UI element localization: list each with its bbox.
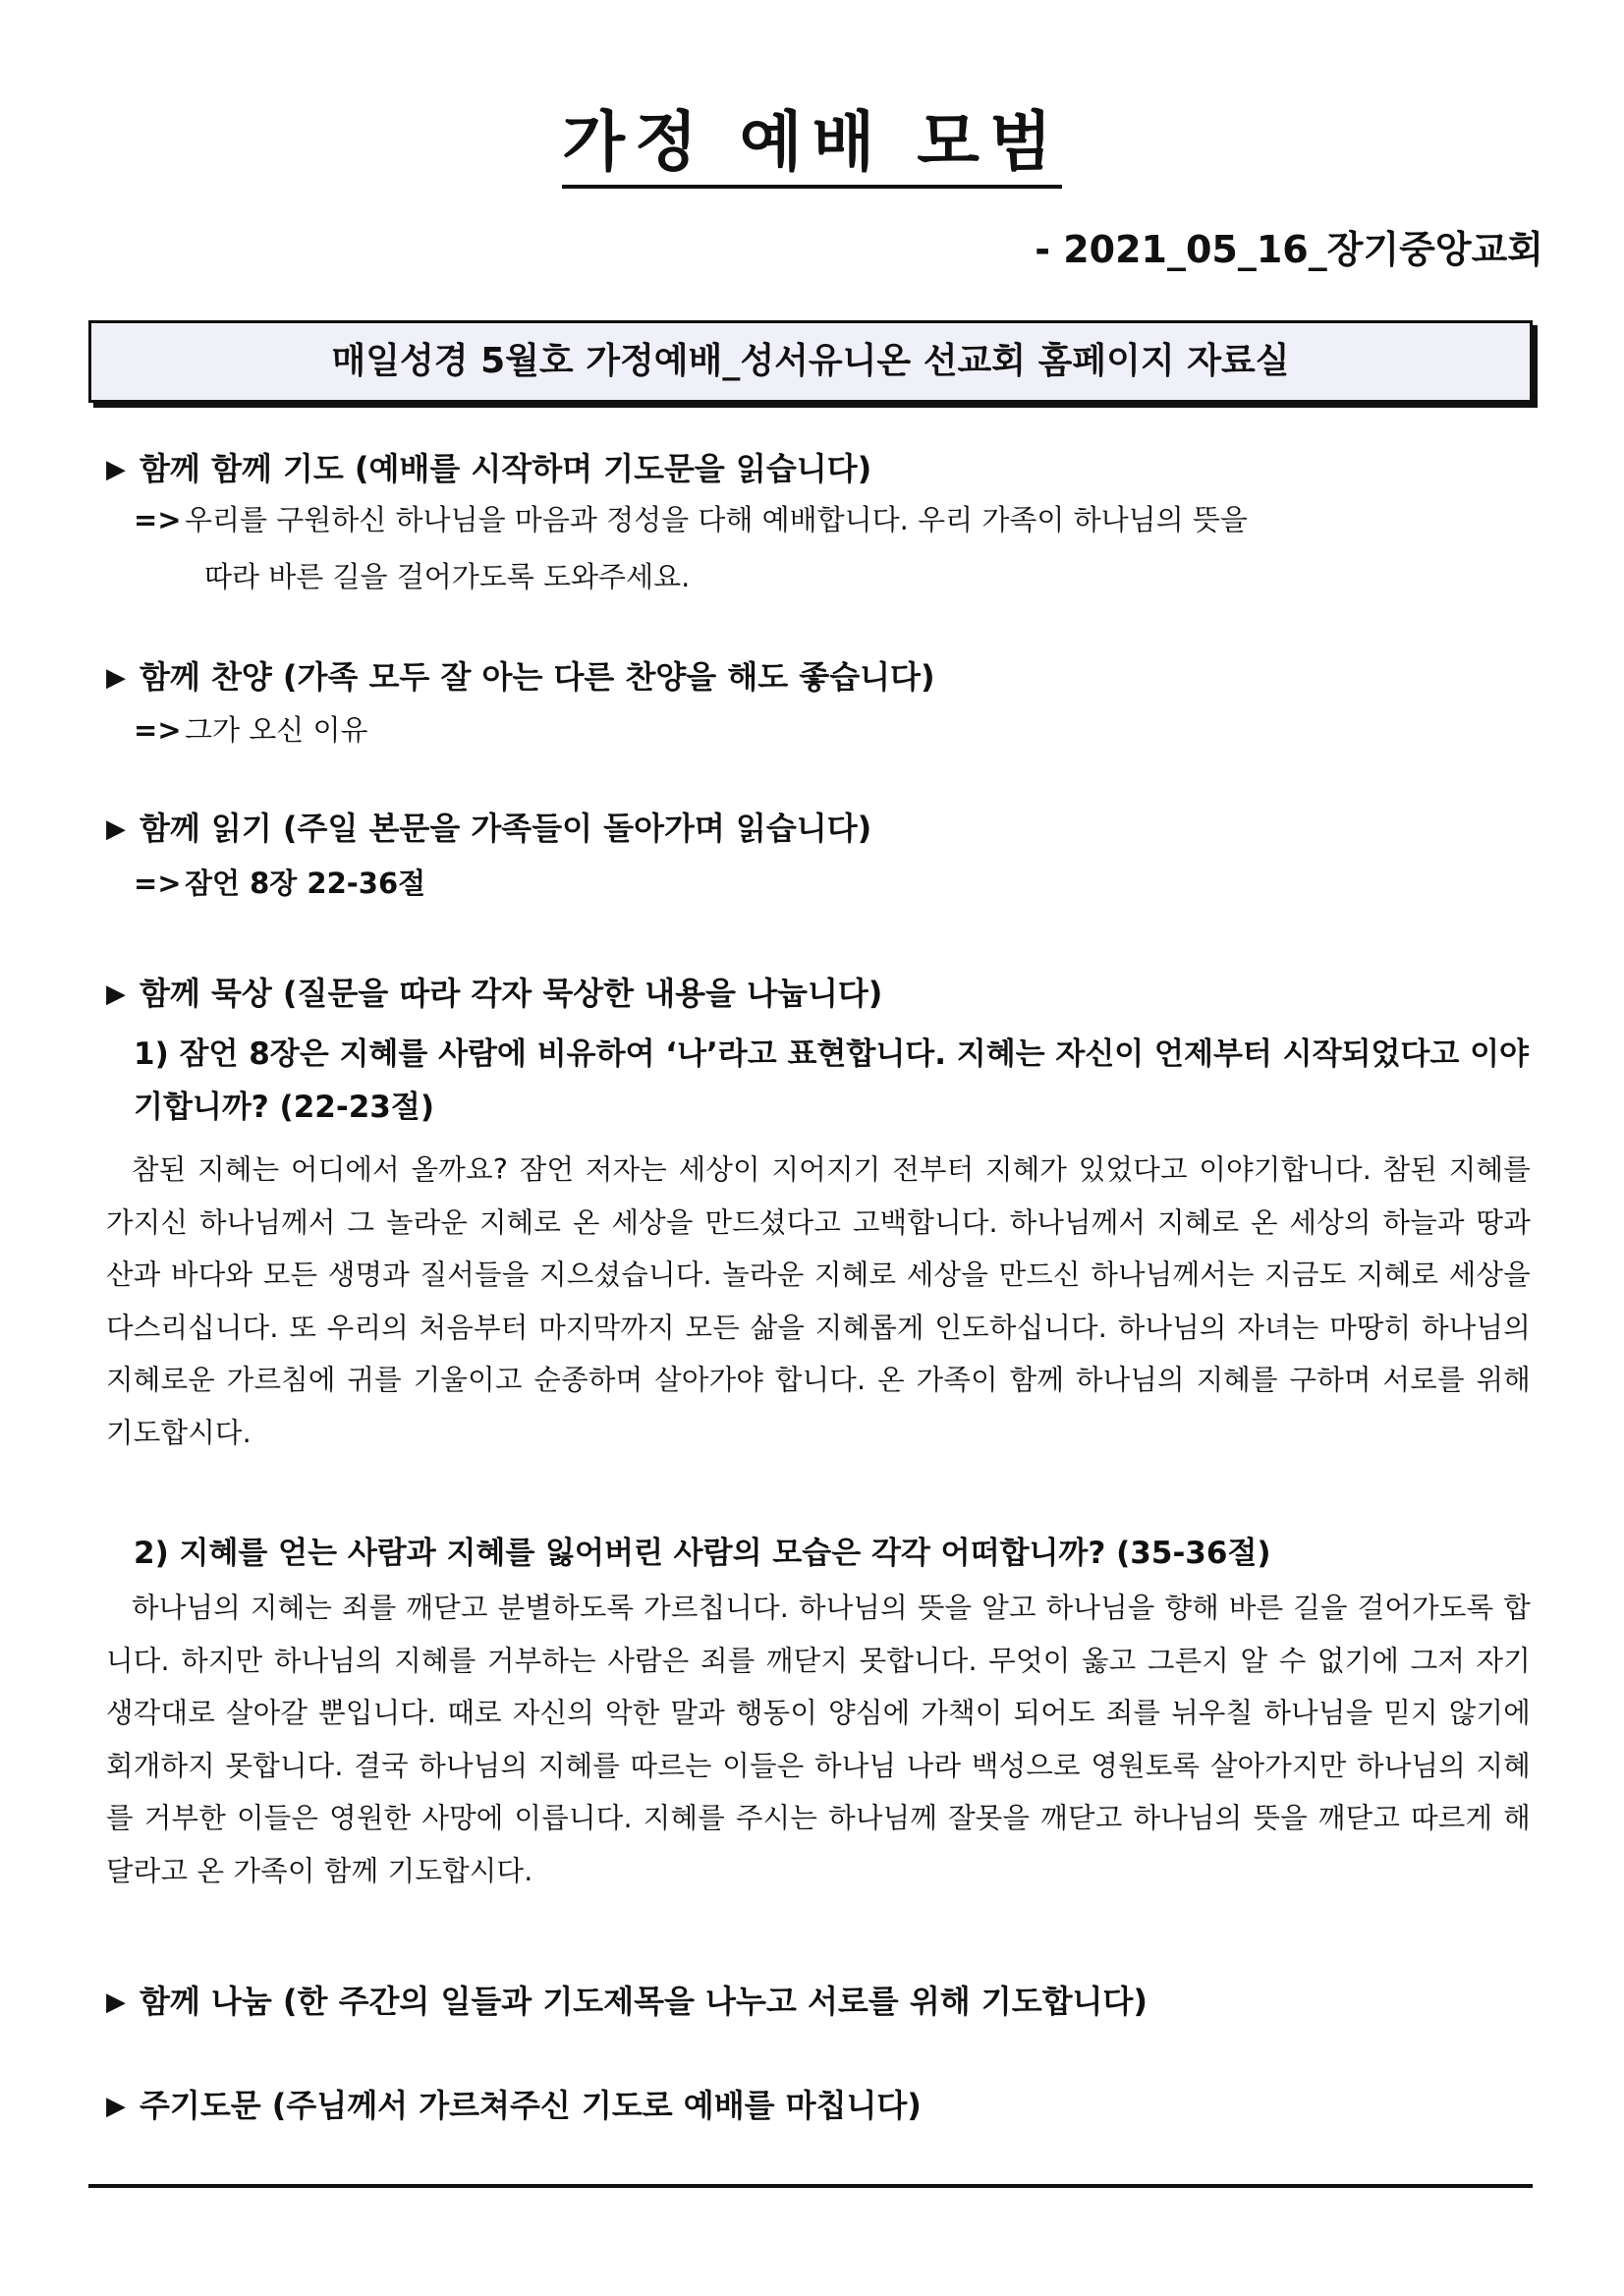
arrow-icon: => <box>134 503 182 536</box>
source-banner: 매일성경 5월호 가정예배_성서유니온 선교회 홈페이지 자료실 <box>88 320 1533 403</box>
meditation-question-2: 2) 지혜를 얻는 사람과 지혜를 잃어버린 사람의 모습은 각각 어떠합니까? (35-36절) <box>134 1536 1271 1571</box>
praise-line-1 <box>134 707 368 753</box>
reading-line-1 <box>134 861 425 906</box>
section-prayer-heading-text: 함께 함께 기도 (예배를 시작하며 기도문을 읽습니다) <box>140 450 872 487</box>
meditation-question-1: 1) 잠언 8장은 지혜를 사람에 비유하여 ‘나’라고 표현합니다. 지혜는 자신이 언제부터 시작되었다고 이야기합니까? (22-23절) <box>134 1036 1529 1125</box>
triangle-bullet-icon: ▶ <box>106 663 126 693</box>
section-praise-heading-text: 함께 찬양 (가족 모두 잘 아는 다른 찬양을 해도 좋습니다) <box>140 658 935 696</box>
prayer-line-2: 따라 바른 길을 걸어가도록 도와주세요. <box>204 560 691 593</box>
dateline: - 2021_05_16_장기중앙교회 <box>1035 228 1543 271</box>
arrow-icon: => <box>134 867 182 900</box>
section-sharing-heading-text: 함께 나눔 (한 주간의 일들과 기도제목을 나누고 서로를 위해 기도합니다) <box>140 1983 1148 2020</box>
meditation-answer-1: 참된 지혜는 어디에서 올까요? 잠언 저자는 세상이 지어지기 전부터 지혜가 있었다고 이야기합니다. 참된 지혜를 가지신 하나님께서 그 놀라운 지혜로 온 세상을 만드셨다고 고백합니다. 하나님께서 지혜로 온 세상의 하늘과 땅과 산과 바다와 모든 생명과 질서들을 지으셨습니다. 놀라운 지혜로 세상을 만드신 하나님께서는 지금도 지혜로 세상을 다스리십니다. 또 우리의 처음부터 마지막까지 모든 삶을 지혜롭게 인도하십니다. 하나님의 자녀는 마땅히 하나님의 지혜로운 가르침에 귀를 기울이고 순종하며 살아가야 합니다. 온 가족이 함께 하나님의 지혜를 구하며 서로를 위해 기도합시다. <box>106 1153 1531 1449</box>
section-prayer-heading <box>106 444 871 494</box>
prayer-text-1: 우리를 구원하신 하나님을 마음과 정성을 다해 예배합니다. 우리 가족이 하나님의 뜻을 <box>185 503 1248 536</box>
reading-text-1: 잠언 8장 22-36절 <box>185 867 426 900</box>
section-meditation-heading <box>106 969 882 1019</box>
meditation-answer-2: 하나님의 지혜는 죄를 깨닫고 분별하도록 가르칩니다. 하나님의 뜻을 알고 하나님을 향해 바른 길을 걸어가도록 합니다. 하지만 하나님의 지혜를 거부하는 사람은 죄를 깨닫지 못합니다. 무엇이 옳고 그른지 알 수 없기에 그저 자기 생각대로 살아갈 뿐입니다. 때로 자신의 악한 말과 행동이 양심에 가책이 되어도 죄를 뉘우칠 하나님을 믿지 않기에 회개하지 못합니다. 결국 하나님의 지혜를 따르는 이들은 하나님 나라 백성으로 영원토록 살아가지만 하나님의 지혜를 거부한 이들은 영원한 사망에 이릅니다. 지혜를 주시는 하나님께 잘못을 깨닫고 하나님의 뜻을 깨닫고 따르게 해달라고 온 가족이 함께 기도합시다. <box>106 1592 1531 1887</box>
triangle-bullet-icon: ▶ <box>106 980 126 1009</box>
section-lords-prayer-heading-text: 주기도문 (주님께서 가르쳐주신 기도로 예배를 마칩니다) <box>140 2087 922 2124</box>
section-sharing-heading <box>106 1977 1148 2027</box>
document-title-text: 가정 예배 모범 <box>562 100 1062 189</box>
bottom-divider <box>88 2184 1533 2188</box>
praise-text-1: 그가 오신 이유 <box>185 713 368 747</box>
triangle-bullet-icon: ▶ <box>106 2092 126 2121</box>
prayer-line-1 <box>134 497 1248 542</box>
arrow-icon: => <box>134 713 182 747</box>
section-reading-heading-text: 함께 읽기 (주일 본문을 가족들이 돌아가며 읽습니다) <box>140 810 872 847</box>
section-praise-heading <box>106 652 935 702</box>
triangle-bullet-icon: ▶ <box>106 455 126 484</box>
triangle-bullet-icon: ▶ <box>106 814 126 844</box>
section-reading-heading <box>106 804 871 854</box>
section-lords-prayer-heading <box>106 2081 922 2131</box>
triangle-bullet-icon: ▶ <box>106 1988 126 2017</box>
document-title <box>0 98 1624 189</box>
section-meditation-heading-text: 함께 묵상 (질문을 따라 각자 묵상한 내용을 나눕니다) <box>140 975 883 1012</box>
